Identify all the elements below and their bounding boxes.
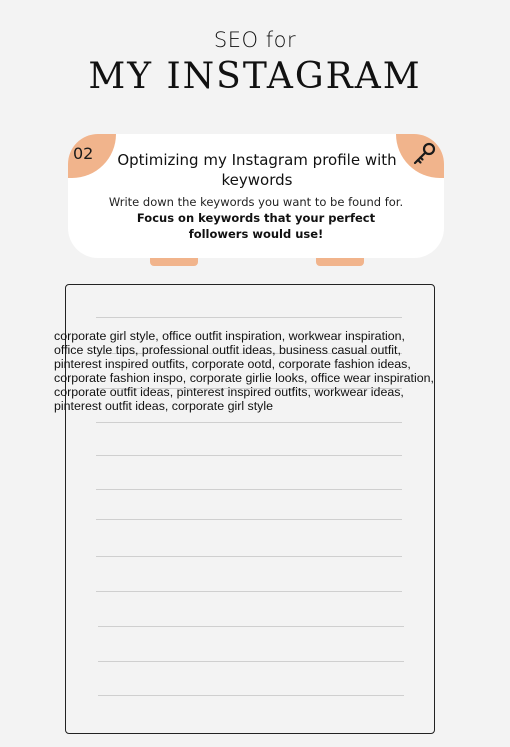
ruled-line (96, 455, 402, 456)
ruled-line (96, 422, 402, 423)
keywords-text[interactable]: corporate girl style, office outfit inspiration, workwear inspiration, office style tips, professional outfit ideas, business casual outfit, pinterest inspired outfits, corporate ootd, corporate fashion ideas, corporate fashion inspo, corporate girlie looks, office wear inspiration, corporate outfit ideas, pinterest inspired outfits, workwear ideas, pinterest outfit ideas, corporate girl style (54, 329, 434, 413)
step-description-plain: Write down the keywords you want to be found for. (108, 195, 404, 209)
ruled-line (96, 317, 402, 318)
ruled-line (96, 489, 402, 490)
step-card (64, 128, 448, 268)
ruled-line (98, 626, 404, 627)
ruled-line (98, 661, 404, 662)
step-title: Optimizing my Instagram profile with keywords (117, 151, 397, 189)
ruled-line (96, 519, 402, 520)
step-card-body (68, 134, 444, 258)
step-number: 02 (73, 144, 94, 163)
ruled-line (96, 591, 402, 592)
page-subtitle: SEO for (213, 28, 297, 52)
step-description (106, 194, 406, 242)
step-description-bold: Focus on keywords that your perfect followers would use! (136, 211, 376, 241)
ruled-line (96, 556, 402, 557)
ruled-line (98, 695, 404, 696)
page-title: MY INSTAGRAM (88, 56, 422, 97)
